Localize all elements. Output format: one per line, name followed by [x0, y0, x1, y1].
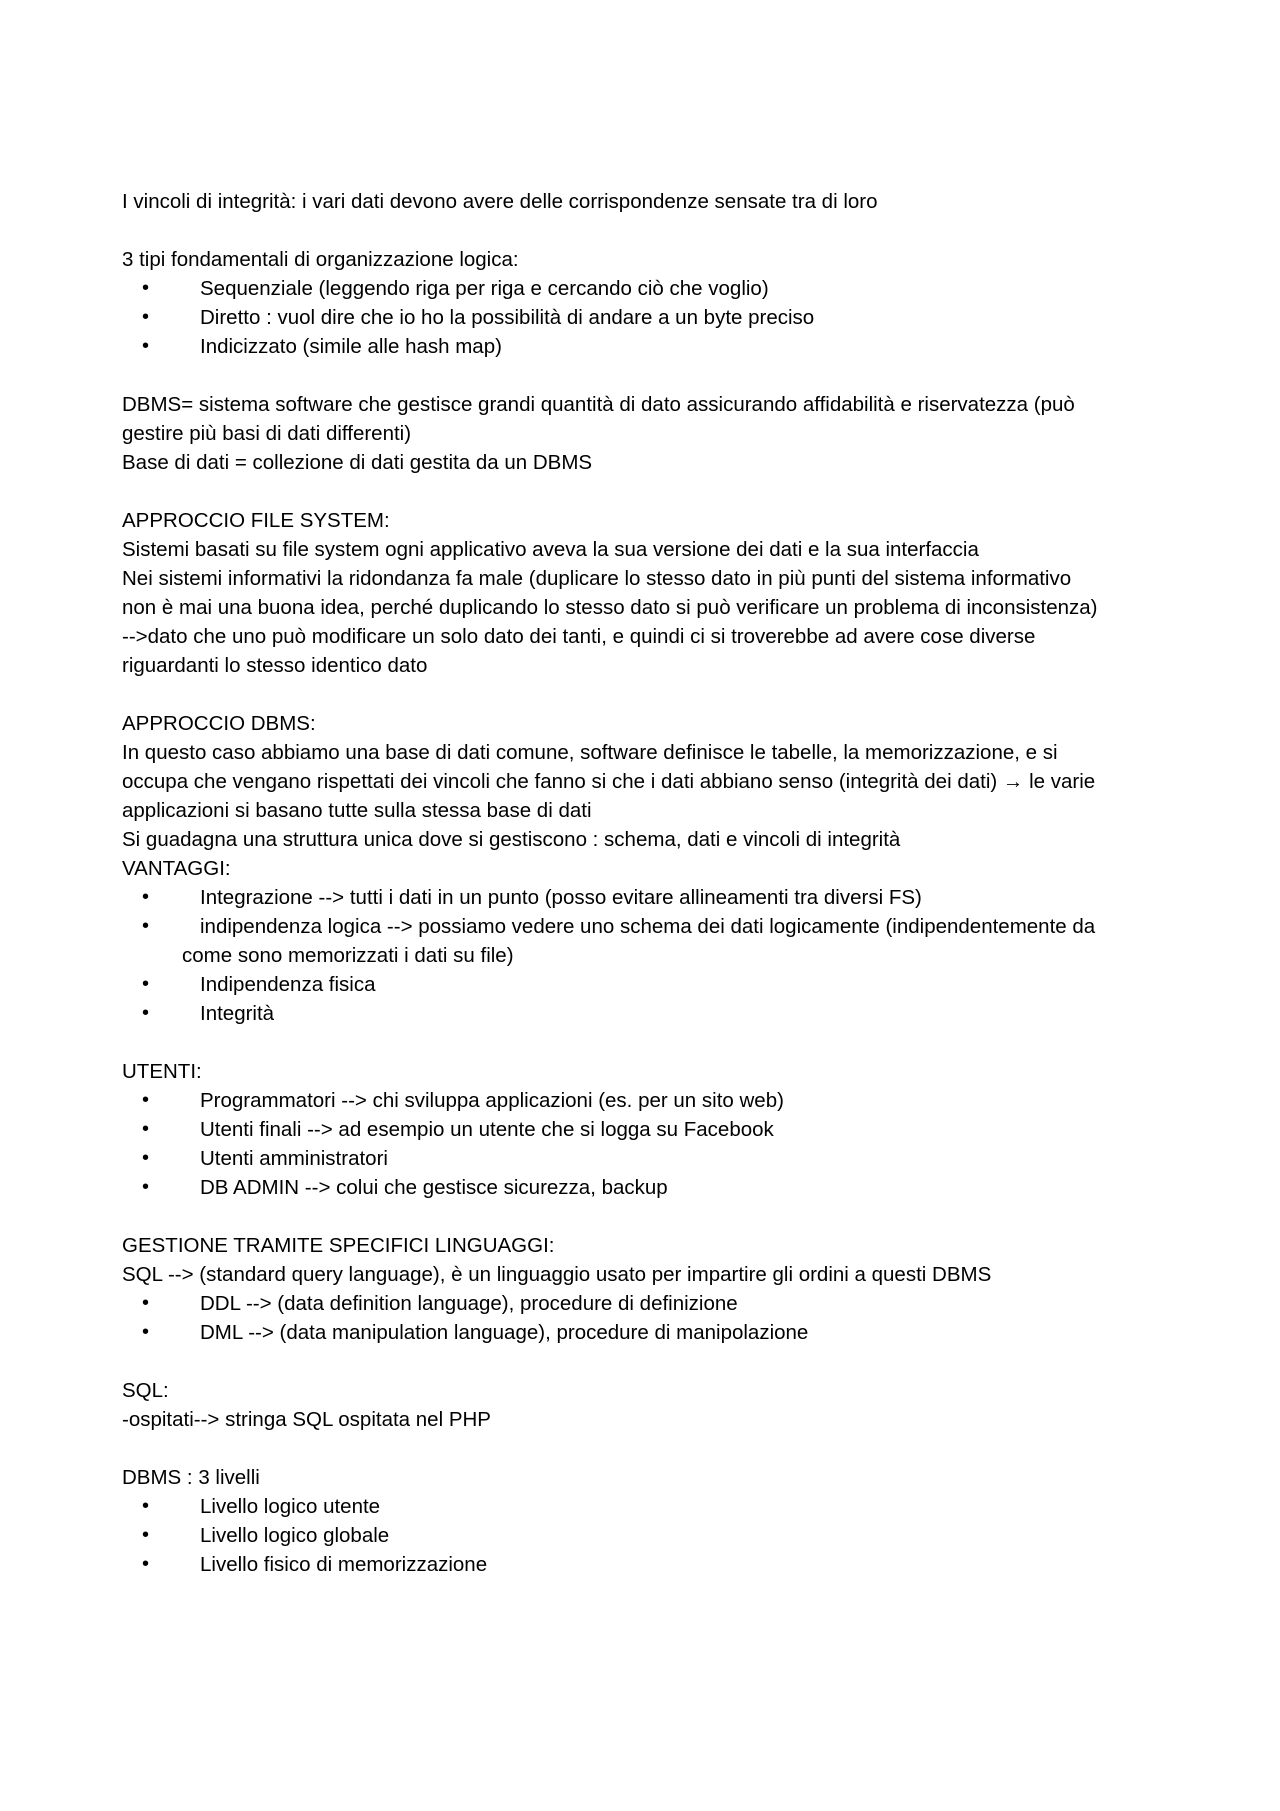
- list-item: • Diretto : vuol dire che io ho la possibilità di andare a un byte preciso: [122, 303, 1172, 332]
- list-item: • Livello fisico di memorizzazione: [122, 1550, 1172, 1579]
- file-system-line: Sistemi basati su file system ogni applicativo aveva la sua versione dei dati e la sua interfaccia: [122, 538, 979, 561]
- list-item: • Sequenziale (leggendo riga per riga e cercando ciò che voglio): [122, 274, 1172, 303]
- vantaggi-list: [122, 883, 1172, 1028]
- file-system-line: -->dato che uno può modificare un solo dato dei tanti, e quindi ci si troverebbe ad avere cose diverse: [122, 625, 1036, 648]
- levels-list: [122, 1492, 1172, 1579]
- list-item: [122, 912, 1172, 970]
- list-item: • DDL --> (data definition language), procedure di definizione: [122, 1289, 1172, 1318]
- dbms-approach-line: Si guadagna una struttura unica dove si gestiscono : schema, dati e vincoli di integrità: [122, 828, 901, 851]
- list-item: • Integrazione --> tutti i dati in un punto (posso evitare allineamenti tra diversi FS): [122, 883, 1172, 912]
- document-body: [122, 187, 1172, 1579]
- list-item: • Indipendenza fisica: [122, 970, 1172, 999]
- spacer: [122, 1347, 1172, 1376]
- dbms-approach-line: applicazioni si basano tutte sulla stessa base di dati: [122, 799, 592, 822]
- list-item: • Integrità: [122, 999, 1172, 1028]
- list-item-continuation: come sono memorizzati i dati su file): [182, 944, 514, 967]
- users-list: [122, 1086, 1172, 1202]
- organization-title: 3 tipi fondamentali di organizzazione logica:: [122, 248, 519, 271]
- list-item: • DML --> (data manipulation language), procedure di manipolazione: [122, 1318, 1172, 1347]
- file-system-line: riguardanti lo stesso identico dato: [122, 654, 428, 677]
- file-system-line: Nei sistemi informativi la ridondanza fa male (duplicare lo stesso dato in più punti del sistema informativo: [122, 567, 1072, 590]
- dbms-approach-heading: APPROCCIO DBMS:: [122, 712, 316, 735]
- dbms-approach-line: In questo caso abbiamo una base di dati comune, software definisce le tabelle, la memorizzazione, e si: [122, 741, 1058, 764]
- spacer: [122, 1434, 1172, 1463]
- spacer: [122, 477, 1172, 506]
- file-system-heading: APPROCCIO FILE SYSTEM:: [122, 509, 390, 532]
- list-item: • Livello logico utente: [122, 1492, 1172, 1521]
- vantaggi-heading: VANTAGGI:: [122, 857, 231, 880]
- spacer: [122, 680, 1172, 709]
- dbms-definition-line: DBMS= sistema software che gestisce grandi quantità di dato assicurando affidabilità e riservatezza (può: [122, 393, 1075, 416]
- sql-line: -ospitati--> stringa SQL ospitata nel PHP: [122, 1408, 491, 1431]
- languages-intro: SQL --> (standard query language), è un linguaggio usato per impartire gli ordini a questi DBMS: [122, 1263, 992, 1286]
- dbms-approach-line: occupa che vengano rispettati dei vincoli che fanno si che i dati abbiano senso (integrità dei dati) → le varie: [122, 770, 1096, 793]
- users-heading: UTENTI:: [122, 1060, 202, 1083]
- list-item: • Utenti finali --> ad esempio un utente che si logga su Facebook: [122, 1115, 1172, 1144]
- spacer: [122, 1202, 1172, 1231]
- database-definition-line: Base di dati = collezione di dati gestita da un DBMS: [122, 451, 593, 474]
- list-item: • DB ADMIN --> colui che gestisce sicurezza, backup: [122, 1173, 1172, 1202]
- levels-heading: DBMS : 3 livelli: [122, 1466, 260, 1489]
- list-item: • Programmatori --> chi sviluppa applicazioni (es. per un sito web): [122, 1086, 1172, 1115]
- languages-list: [122, 1289, 1172, 1347]
- spacer: [122, 1028, 1172, 1057]
- file-system-line: non è mai una buona idea, perché duplicando lo stesso dato si può verificare un problema di inconsistenza): [122, 596, 1098, 619]
- list-item: • Indicizzato (simile alle hash map): [122, 332, 1172, 361]
- integrity-paragraph: I vincoli di integrità: i vari dati devono avere delle corrispondenze sensate tra di loro: [122, 190, 878, 213]
- list-item-text: indipendenza logica --> possiamo vedere uno schema dei dati logicamente (indipendentemente da: [200, 915, 1096, 938]
- organization-list: [122, 274, 1172, 361]
- list-item: • Livello logico globale: [122, 1521, 1172, 1550]
- sql-heading: SQL:: [122, 1379, 169, 1402]
- spacer: [122, 361, 1172, 390]
- dbms-definition-line: gestire più basi di dati differenti): [122, 422, 412, 445]
- languages-heading: GESTIONE TRAMITE SPECIFICI LINGUAGGI:: [122, 1234, 555, 1257]
- spacer: [122, 216, 1172, 245]
- list-item: • Utenti amministratori: [122, 1144, 1172, 1173]
